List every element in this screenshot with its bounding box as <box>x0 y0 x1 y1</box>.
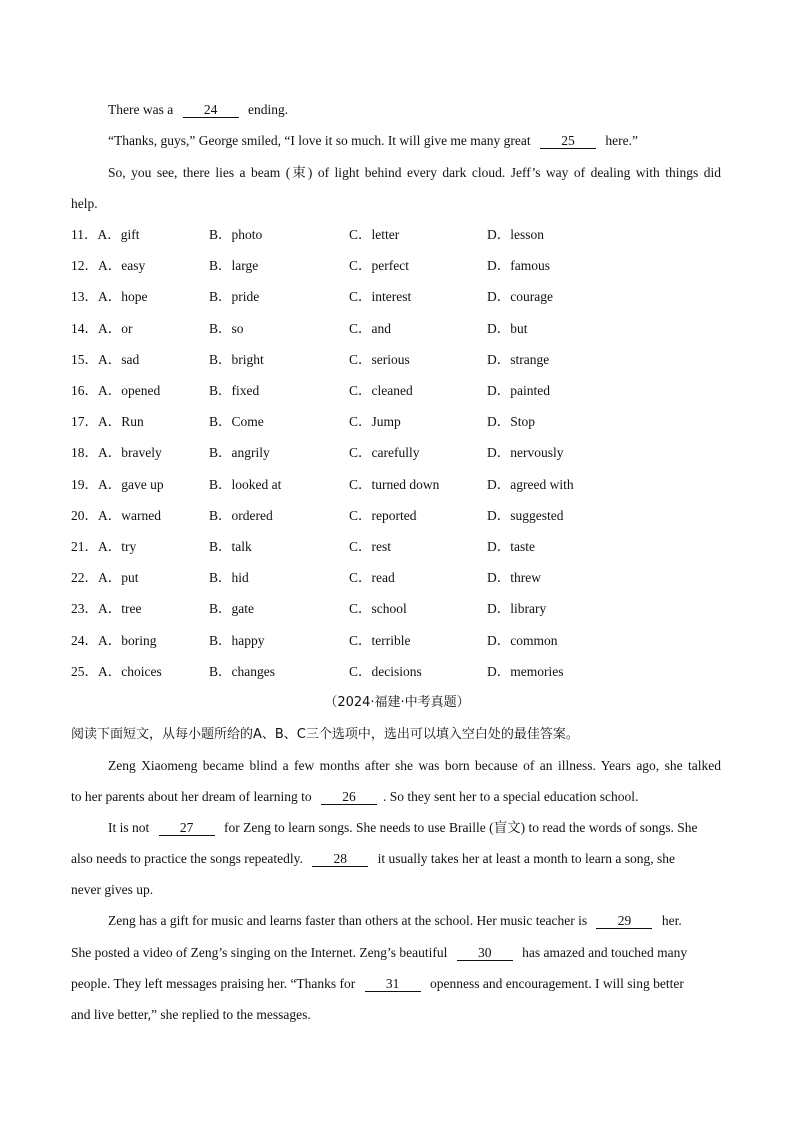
question-row <box>71 663 631 681</box>
question-number-text: 22． <box>71 570 98 585</box>
option-d: D．threw <box>487 570 541 585</box>
text: It is not <box>108 820 150 835</box>
option-d: D．taste <box>487 539 535 554</box>
option-a: A．put <box>98 570 139 585</box>
blank-30: 30 <box>457 946 513 961</box>
passage-line <box>71 944 687 962</box>
option-d: D．memories <box>487 664 564 679</box>
question-number-text: 21． <box>71 539 98 554</box>
question-row <box>71 320 631 338</box>
option-a: A．hope <box>98 289 148 304</box>
blank-27: 27 <box>159 821 215 836</box>
option-d: D．library <box>487 601 547 616</box>
option-d: D．agreed with <box>487 477 574 492</box>
option-c: C．school <box>349 601 407 616</box>
question-row <box>71 413 631 431</box>
option-d: D．painted <box>487 383 550 398</box>
option-a: A．Run <box>98 414 144 429</box>
question-number-text: 13． <box>71 289 98 304</box>
question-number <box>71 382 160 400</box>
question-row <box>71 351 631 369</box>
passage-line: help. <box>71 196 98 211</box>
option-a: A．tree <box>98 601 142 616</box>
question-number <box>71 413 144 431</box>
question-number-text: 19． <box>71 477 98 492</box>
passage-line <box>71 850 675 868</box>
text: here.” <box>605 133 639 148</box>
passage-line: and live better,” she replied to the messages. <box>71 1007 311 1022</box>
text: Zeng has a gift for music and learns faster than others at the school. Her music teacher is <box>108 913 588 928</box>
blank-25: 25 <box>540 134 596 149</box>
option-a: A．opened <box>98 383 161 398</box>
option-c: C．reported <box>349 508 417 523</box>
text: also needs to practice the songs repeatedly. <box>71 851 303 866</box>
option-d: D．strange <box>487 352 550 367</box>
option-b: B．gate <box>209 601 254 616</box>
question-row <box>71 288 631 306</box>
passage-line <box>71 975 684 993</box>
question-row <box>71 226 631 244</box>
question-row <box>71 257 631 275</box>
section-source: （2024·福建·中考真题） <box>324 695 470 710</box>
question-row <box>71 569 631 587</box>
option-b: B．changes <box>209 664 275 679</box>
option-b: B．fixed <box>209 383 260 398</box>
text: “Thanks, guys,” George smiled, “I love it so much. It will give me many great <box>108 133 531 148</box>
option-a: A．bravely <box>98 445 162 460</box>
option-a: A．gave up <box>98 477 164 492</box>
section-instruction: 阅读下面短文，从每小题所给的A、B、C三个选项中，选出可以填入空白处的最佳答案。 <box>71 727 579 742</box>
option-d: D．nervously <box>487 445 564 460</box>
option-a: A．sad <box>98 352 140 367</box>
option-b: B．so <box>209 321 244 336</box>
question-number <box>71 226 140 244</box>
blank-29: 29 <box>596 914 652 929</box>
passage-line <box>108 101 288 119</box>
option-c: C．interest <box>349 289 412 304</box>
text: for Zeng to learn songs. She needs to use Braille (盲文) to read the words of songs. She <box>224 820 698 835</box>
text: openness and encouragement. I will sing better <box>430 976 684 991</box>
question-number <box>71 288 148 306</box>
question-row <box>71 538 631 556</box>
text: There was a <box>108 102 174 117</box>
option-c: C．serious <box>349 352 410 367</box>
option-b: B．bright <box>209 352 264 367</box>
question-number <box>71 663 162 681</box>
passage-line: So, you see, there lies a beam (束) of light behind every dark cloud. Jeff’s way of dealing with things did <box>108 165 721 180</box>
option-a: A．try <box>98 539 137 554</box>
option-b: B．looked at <box>209 477 282 492</box>
text: it usually takes her at least a month to learn a song, she <box>377 851 675 866</box>
option-c: C．Jump <box>349 414 401 429</box>
option-d: D．famous <box>487 258 550 273</box>
option-c: C．decisions <box>349 664 422 679</box>
option-b: B．angrily <box>209 445 270 460</box>
question-number <box>71 507 161 525</box>
option-b: B．pride <box>209 289 260 304</box>
option-b: B．photo <box>209 227 263 242</box>
option-c: C．carefully <box>349 445 420 460</box>
question-number <box>71 444 162 462</box>
question-number <box>71 538 136 556</box>
text: ending. <box>247 102 289 117</box>
blank-31: 31 <box>365 977 421 992</box>
option-c: C．letter <box>349 227 400 242</box>
option-a: A．gift <box>97 227 140 242</box>
option-b: B．hid <box>209 570 249 585</box>
passage-line: never gives up. <box>71 882 154 897</box>
question-number <box>71 476 164 494</box>
question-number <box>71 320 133 338</box>
question-number-text: 23． <box>71 601 98 616</box>
question-number-text: 12． <box>71 258 98 273</box>
blank-28: 28 <box>312 852 368 867</box>
question-row <box>71 507 631 525</box>
question-number <box>71 569 139 587</box>
option-c: C．turned down <box>349 477 440 492</box>
question-row <box>71 600 631 618</box>
option-c: C．and <box>349 321 391 336</box>
option-c: C．terrible <box>349 633 411 648</box>
question-number-text: 25． <box>71 664 98 679</box>
option-a: A．boring <box>98 633 157 648</box>
question-row <box>71 382 631 400</box>
question-number-text: 11． <box>71 227 98 242</box>
text: people. They left messages praising her. “Thanks for <box>71 976 356 991</box>
option-c: C．perfect <box>349 258 409 273</box>
question-number <box>71 351 139 369</box>
option-b: B．ordered <box>209 508 273 523</box>
option-b: B．Come <box>209 414 264 429</box>
passage-line <box>108 819 698 837</box>
text: has amazed and touched many <box>522 945 688 960</box>
option-d: D．but <box>487 321 528 336</box>
option-b: B．talk <box>209 539 252 554</box>
question-number-text: 18． <box>71 445 98 460</box>
text: . So they sent her to a special education school. <box>383 789 639 804</box>
option-b: B．happy <box>209 633 265 648</box>
question-number-text: 15． <box>71 352 98 367</box>
question-row <box>71 476 631 494</box>
question-row <box>71 632 631 650</box>
option-d: D．suggested <box>487 508 564 523</box>
option-c: C．read <box>349 570 395 585</box>
question-number-text: 16． <box>71 383 98 398</box>
option-b: B．large <box>209 258 259 273</box>
option-a: A．or <box>98 321 133 336</box>
question-number <box>71 257 145 275</box>
passage-line <box>71 788 638 806</box>
option-d: D．courage <box>487 289 553 304</box>
text: She posted a video of Zeng’s singing on the Internet. Zeng’s beautiful <box>71 945 448 960</box>
question-number <box>71 600 141 618</box>
question-number-text: 20． <box>71 508 98 523</box>
blank-26: 26 <box>321 790 377 805</box>
passage-line <box>108 912 682 930</box>
text: her. <box>661 913 682 928</box>
option-a: A．choices <box>98 664 162 679</box>
question-number-text: 24． <box>71 633 98 648</box>
option-a: A．warned <box>98 508 161 523</box>
passage-line: Zeng Xiaomeng became blind a few months after she was born because of an illness. Years ago, she talked <box>108 758 721 773</box>
blank-24: 24 <box>183 103 239 118</box>
option-c: C．rest <box>349 539 391 554</box>
question-row <box>71 444 631 462</box>
option-a: A．easy <box>98 258 146 273</box>
option-c: C．cleaned <box>349 383 413 398</box>
option-d: D．common <box>487 633 558 648</box>
passage-line <box>108 132 638 150</box>
option-d: D．lesson <box>487 227 544 242</box>
question-number-text: 14． <box>71 321 98 336</box>
question-number-text: 17． <box>71 414 98 429</box>
question-number <box>71 632 157 650</box>
option-d: D．Stop <box>487 414 536 429</box>
text: to her parents about her dream of learning to <box>71 789 312 804</box>
